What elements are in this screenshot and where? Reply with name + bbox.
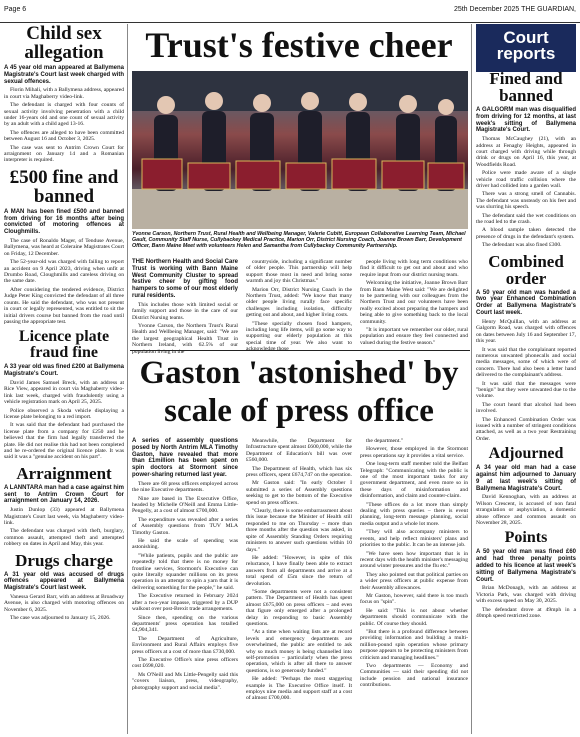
- headline-combined-order: Combined order: [488, 251, 564, 288]
- gaston-story-col-3: the department." However, those employed in the Stormont press operations say it provides a vital service. One long-term staff member told the Belfast Telegraph: "Communicating with the public is one of the most important tasks for any government department, and even more so in these days of misinformation and disinformation, and claim and counter-claim. "These offices do a lot more than simply dealing with press queries – there is event planning, long-term message planning, social media output and a whole lot more. "They will also accompany ministers to events, and help reflect ministers' plans and priorities to the public. It can be an intense job. "We have seen how important that is in recent days with the health minister's messaging around winter pressures and the flu etc." They also pointed out that political parties on a wider press officers at public expense from their Assembly allowances. Mr Gaston, however, said there is too much focus on "spin". He said: "This is not about whether departments should communicate with the public. Of course they should. "But there is a profound difference between providing information and building a multi-million-pound spin operation whose primary purpose appears to be protecting ministers from criticism and managing headlines." Two departments — Economy and Communities — said their spending did not include pension and national insurance contributions.: [360, 438, 468, 689]
- page-number: Page 6: [4, 6, 27, 13]
- headline-500-fine: £500 fine and banned: [9, 166, 119, 207]
- court-reports-banner: Court reports: [476, 24, 576, 72]
- page-header: [0, 0, 580, 23]
- story-child-sex-allegation: A 45 year old man appeared at Ballymena Magistrate's Court last week charged with sexual offences. Florin Mihali, with a Ballymena address, appeared in court via Maghaberry video-link. The defendant is charged with four counts of sexual activity involving penetration with a child under 16-years old and one count of sexual activity by an adult with a child aged 13-16. The offences are alleged to have been committed between August 16 and October 3, 2025. The case was sent to Antrim Crown Court for arraignment on January 14 and a Romanian interpreter is required.: [4, 65, 124, 164]
- group-photo-icon: [132, 71, 468, 229]
- headline-licence-plate: Licence plate fraud fine: [18, 328, 110, 362]
- headline-gaston: Gaston 'astonished' by scale of press office: [139, 355, 459, 429]
- column-divider-left: [127, 24, 128, 734]
- story-points: A 50 year old man was fined £60 and had three penalty points added to his licence at last week's sitting of Ballymena Magistrate's Court. Brian McDonagh, with an address at Victoria Park, was charged with driving with excess speed on May 30, 2025. The defendant drove at 49mph in a 40mph speed restricted zone.: [476, 549, 576, 620]
- gaston-story-col-1: A series of assembly questions posed by North Antrim MLA Timothy Gaston, have revealed that more than £1million has been spent on spin doctors at Stormont since power-sharing returned last year. There are 68 press officers employed across the nine Executive departments. Nine are based in The Executive Office, headed by Michelle O'Neill and Emma Little-Pengelly, at a cost of almost £700,000. The expenditure was revealed after a series of Assembly questions from TUV MLA Timothy Gaston. He said the scale of spending was astonishing. "While patients, pupils and the public are repeatedly told that there is no money for frontline services, Stormont's Executive can quite literally squander millions on its press operation in an attempt to spin a yarn that it is delivering something for the people," he said. The Executive returned in February 2024 after a two-year impasse, triggered by a DUP walkout over post-Brexit trade arrangements. Since then, spending on the various departments' press operation has totalled £4,904,341. The Department of Agriculture, Environment and Rural Affairs employs five press officers at a cost of more than £730,000. The Executive Office's nine press officers cost £698,020. Ms O'Neill and Ms Little-Pengelly said this "covers liaison, press, videography, photography support and social media".: [132, 438, 238, 691]
- story-divider: [130, 350, 470, 351]
- gaston-story-col-2: Meanwhile, the Department for Infrastructure spent almost £600,000, while the Department of Education's bill was over £560,000. The Department of Health, which has six press officers, spent £674,747 on the operation. Mr Gaston said: "In early October I submitted a series of Assembly questions seeking to get to the bottom of the Executive spend on press officers. "Clearly, there is some embarrassment about this issue because the Minister of Health still responded to me on Thursday – more than three months after the question was asked, in spite of Assembly Standing Orders requiring ministers to answer such questions within 10 days." He added: "However, in spite of this reluctance, I have finally been able to extract answers from all departments and arrive at a total spend of £5m since the return of devolution. "Some departments were not a consistent pattern. The Department of Health has spent almost £675,000 on press officers – and even that figure only emerged after a prolonged delay in responding to basic Assembly questions. "At a time when waiting lists are at record levels and emergency departments are overwhelmed, the public are entitled to ask why so much money is being channelled into self-promotion – particularly when the press operation, which is after all there to answer questions, is so generously funded." He added: "Perhaps the most staggering example is The Executive Office itself. It employs nine media and support staff at a cost of almost £700,000.: [246, 438, 352, 702]
- story-adjourned: A 34 year old man had a case against him adjourned to January 9 at last week's sitting of Ballymena Magistrate's Court. David Kennoghan, with an address at Wilson Crescent, is accused of non fatal strangulation or asphyxiation, a domestic abuse offence and common assault on November 28, 2025.: [476, 465, 576, 526]
- page-date-paper: 25th December 2025 THE GUARDIAN,: [453, 6, 576, 13]
- headline-child-sex-allegation: Child sex allegation: [24, 23, 104, 63]
- headline-trusts-festive-cheer: Trust's festive cheer: [145, 25, 453, 65]
- story-drugs-charge: A 31 year old was accused of drugs offences appeared at Ballymena Magistrate's Court last week. Vanessa Gerard Barr, with an address at Broadway Avenue, is also charged with motoring offences on November 6, 2025. The case was adjourned to January 15, 2026.: [4, 571, 124, 622]
- story-combined-order: A 50 year old man was handed a two year Enhanced Combination Order at Ballymena Magistrate's Court last week. Henry McQuillan, with an address at Galgorm Road, was charged with offences on dates between July 16 and September 17, this year. It was said that the complainant reported numerous unwanted phonecalls and social media messages, some of which were of concern. There had also been a letter hand delivered to the complainant's address. It was said that the messages were "benign" but they were unwanted due to the volume. The court heard that alcohol had been involved. The Enhanced Combination Order was issued with a number of stringent conditions attached, as well as a two year Restraining Order.: [476, 289, 576, 442]
- trust-story-col-3: people living with long term conditions who find it difficult to get out and about and who require input from our district nursing team. Welcoming the initiative, Joanne Brown Barr from Bann Maine West said: "We are delighted to be partnering with our colleagues from the Northern Trust and our volunteers have been really excited about preparing the hampers and being able to give something back to the local community. "It is important we remember our older, rural population and ensure they feel connected and valued during the festive season.": [360, 259, 468, 346]
- story-licence-plate: A 33 year old was fined £200 at Ballymena Magistrate's Court. David James Samuel Breck, with an address at Rice View, appeared in court via Maghaberry video-link last week, charged with fraudulently using a vehicle registration mark on April 25, 2025. Police observed a Skoda vehicle displaying a license plate belonging to a red import. It was said that the defendant had purchased the license plate from a company for £250 and he believed that the firm had legally transferred the plate. He did not realise this had not been completed and he re-ordered the original licence plate. It was said it was a "genuine accident on his part".: [4, 364, 124, 461]
- trust-story-col-1: THE Northern Health and Social Care Trust is working with Bann Maine West Community Cluster to spread festive cheer by gifting food hampers to some of our most elderly rural residents. This includes those with limited social or family support and those in the care of our District Nursing teams. Yvonne Carson, the Northern Trust's Rural Health and Wellbeing Manager, said: "We are the largest geographical Health Trust in Northern Ireland, with 62.5% of our population living in the: [132, 259, 238, 355]
- left-column: [4, 24, 124, 736]
- headline-fined-and-banned: Fined and banned: [489, 69, 563, 105]
- right-column: [476, 70, 576, 736]
- photo-caption: Yvonne Carson, Northern Trust, Rural Health and Wellbeing Manager, Valerie Cubitt, European Collaborative Learning Team, Michael Gault, Community Staff Nurse, Cullybackey Medical Practice, Marion Orr, District Nursing Coach, Joanne Brown Barr, Development Officer, Bann Maine Meet with volunteers Helen and Samantha from Cullybackey Community Partnership.: [132, 231, 466, 249]
- story-arraignment: A LANNTARA man had a case against him sent to Antrim Crown Court for arraignment on January 14, 2026. Justin Dunlop (33) appeared at Ballymena Magistrate's Court last week, via Maghaberry video-link. The defendant was charged with theft, burglary, common assault, attempted theft and attempted robbery on dates in April and May, this year.: [4, 484, 124, 548]
- column-divider-right: [471, 24, 472, 734]
- trust-story-col-2: countryside, including a significant number of older people. This partnership will help support those most in need and bring some warmth and joy this Christmas." Marion Orr, District Nursing Coach in the Northern Trust, added: "We know that many older people living rurally face specific challenges including isolation, difficulty getting out and about, and higher living costs. "These specially chosen food hampers, including long life items, will go some way to supporting our elderly population at this special time of year. We also want to acknowledge those: [246, 259, 352, 353]
- headline-arraignment: Arraignment: [16, 463, 112, 483]
- headline-adjourned: Adjourned: [488, 445, 564, 463]
- headline-drugs-charge: Drugs charge: [15, 550, 113, 570]
- headline-points: Points: [504, 529, 548, 547]
- story-fined-and-banned: A GALGORM man was disqualified from driving for 12 months, at last week's sitting of Ballymena Magistrate's Court. Thomas McCaughey (21), with an address at Fenaghy Heights, appeared in court charged with driving while through drink or drugs on April 16, this year, at Woodfields Road. Police were made aware of a single vehicle road traffic collision where the driver had collided into a garden wall. There was a strong smell of Cannabis. The defendant was unsteady on his feet and was slurring his speech. The defendant said the wet conditions on the road led to the crash. A blood sample taken detected the presence of drugs in the defendant's system. The defendant was also fined £300.: [476, 107, 576, 249]
- story-500-fine: A MAN has been fined £500 and banned from driving for 16 months after being convicted of motoring offences at Cloughmills. The case of Ronaldo Mager, of Tenduse Avenue, Ballymena, was heard at Coleraine Magistrates Court on Friday, 12 December. The 52-year-old was charged with failing to report an accident on 9 April 2023, driving when unfit at Drumbo Road, Cloughmills and careless driving on the same date. After considering the tendered evidence, District Judge Peter King convicted the defendant of all three counts. He said the defendant, who was not present in court or legally represented, was entitled to sit the initial drivers course but banned from the road until passing the appropriate test.: [4, 208, 124, 325]
- group-photo: [132, 71, 468, 229]
